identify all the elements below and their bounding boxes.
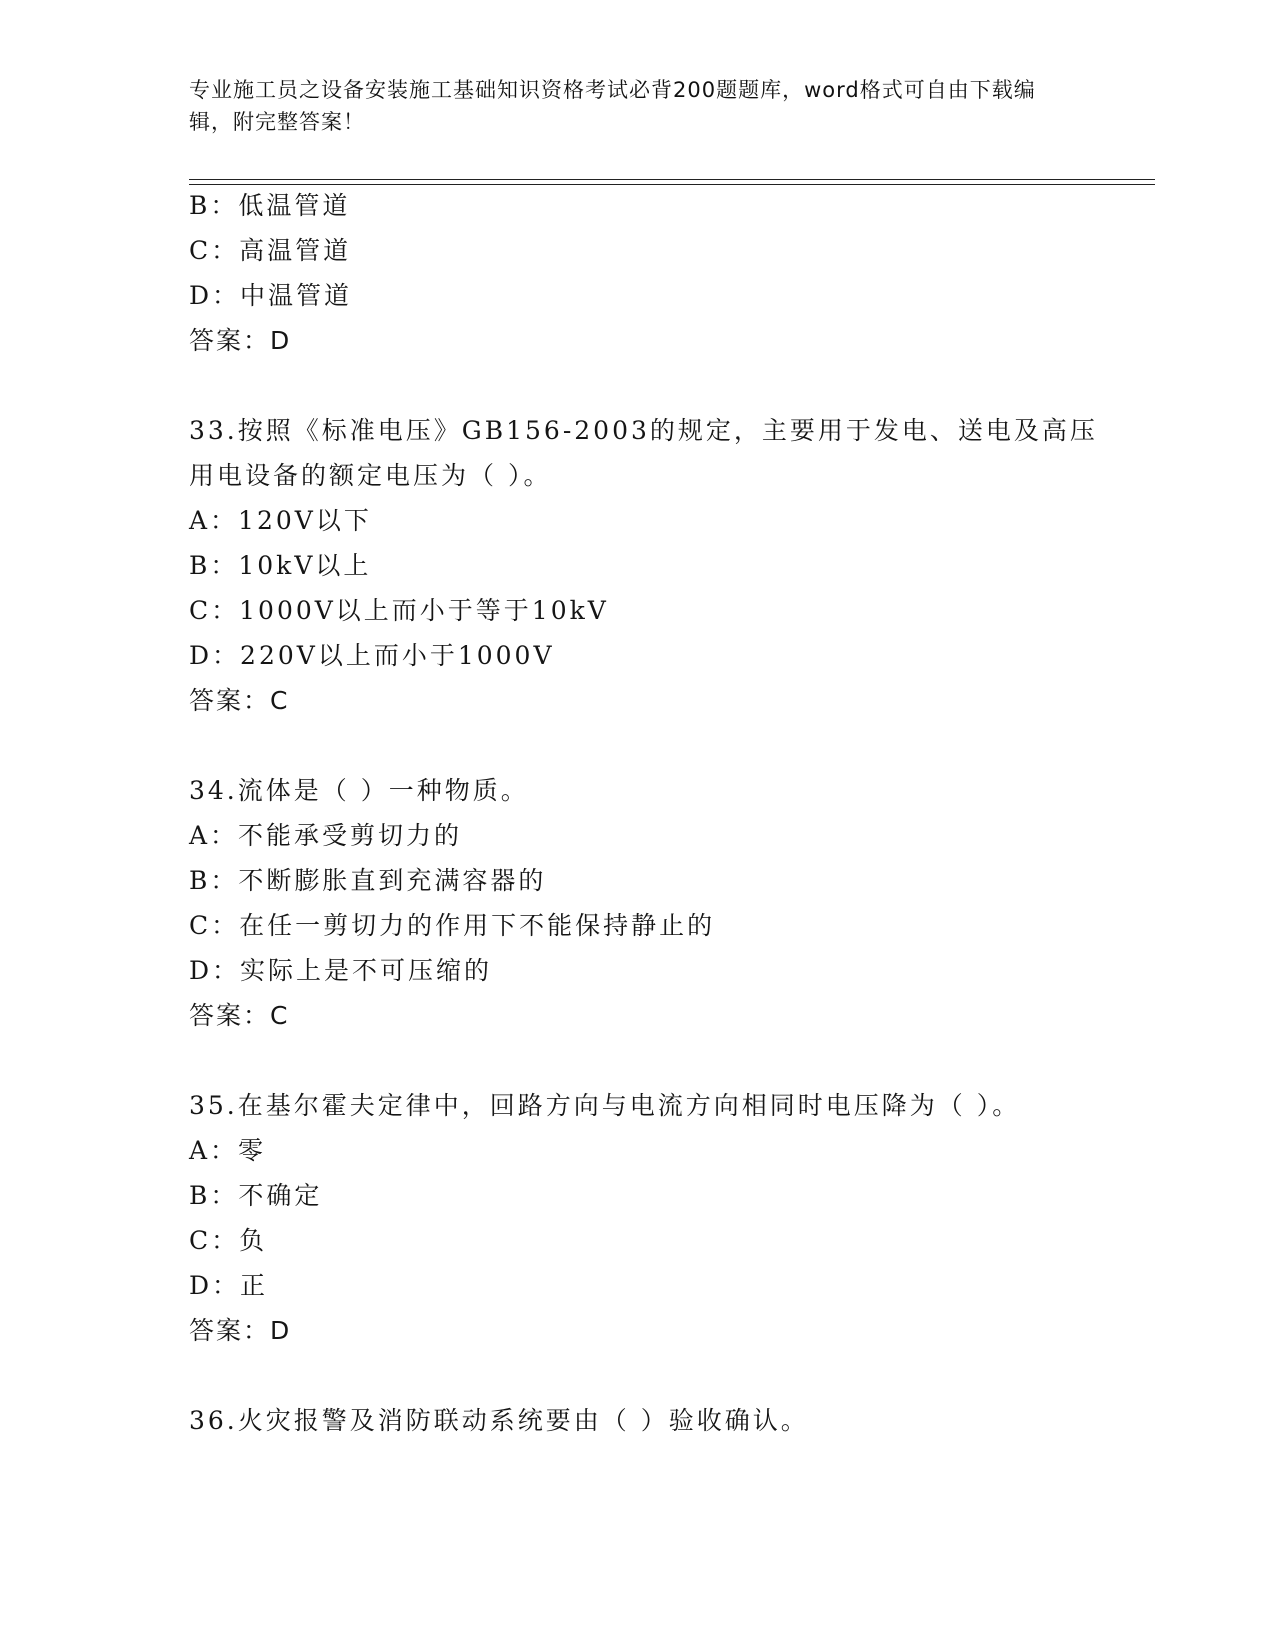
q33-option-d: D：220V以上而小于1000V (189, 641, 555, 670)
q33-stem-line1: 33.按照《标准电压》GB156-2003的规定，主要用于发电、送电及高压 (189, 416, 1098, 445)
q34-stem: 34.流体是（ ）一种物质。 (189, 776, 529, 805)
q32-answer: 答案：D (189, 326, 292, 355)
q34-option-d: D：实际上是不可压缩的 (189, 956, 493, 985)
header-rule-top (189, 179, 1155, 180)
header-rule-bottom (189, 184, 1155, 185)
q35-option-c: C：负 (189, 1226, 268, 1255)
q34-answer: 答案：C (189, 1001, 290, 1030)
q36-stem: 36.火灾报警及消防联动系统要由（ ）验收确认。 (189, 1406, 809, 1435)
q35-option-b: B：不确定 (189, 1181, 323, 1210)
q33-option-b: B：10kV以上 (189, 551, 372, 580)
q35-answer: 答案：D (189, 1316, 292, 1345)
q34-option-a: A：不能承受剪切力的 (189, 821, 463, 850)
q33-option-c: C：1000V以上而小于等于10kV (189, 596, 609, 625)
q32-option-c: C：高温管道 (189, 236, 352, 265)
q34-option-c: C：在任一剪切力的作用下不能保持静止的 (189, 911, 716, 940)
q35-option-a: A：零 (189, 1136, 267, 1165)
q32-option-d: D：中温管道 (189, 281, 353, 310)
q35-stem: 35.在基尔霍夫定律中，回路方向与电流方向相同时电压降为（ ）。 (189, 1091, 1021, 1120)
q32-option-b: B：低温管道 (189, 191, 351, 220)
q34-option-b: B：不断膨胀直到充满容器的 (189, 866, 547, 895)
q33-stem-line2: 用电设备的额定电压为（ ）。 (189, 461, 552, 490)
q33-option-a: A：120V以下 (189, 506, 372, 535)
q33-answer: 答案：C (189, 686, 290, 715)
document-header: 专业施工员之设备安装施工基础知识资格考试必背200题题库，word格式可自由下载编辑，附完整答案！ (189, 78, 1036, 134)
q35-option-d: D：正 (189, 1271, 269, 1300)
